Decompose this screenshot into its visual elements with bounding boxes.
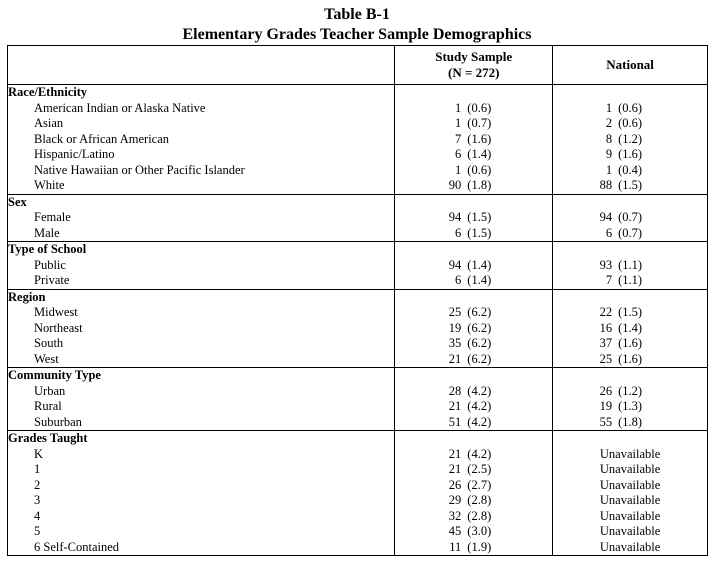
table-row <box>8 384 708 400</box>
study-sample-cell <box>395 540 553 556</box>
study-sample-cell <box>395 524 553 540</box>
row-label: West <box>8 352 395 368</box>
study-sample-cell <box>395 462 553 478</box>
table-row <box>8 321 708 337</box>
row-label: Rural <box>8 399 395 415</box>
national-standard-error: (0.6) <box>618 116 643 130</box>
national-percent: 7 <box>605 273 613 287</box>
empty-cell <box>395 85 553 101</box>
study-standard-error: (1.5) <box>467 210 492 224</box>
national-cell <box>553 210 708 226</box>
table-row <box>8 147 708 163</box>
national-standard-error: (1.1) <box>618 273 643 287</box>
section-heading: Race/Ethnicity <box>8 85 395 101</box>
study-standard-error: (1.4) <box>467 257 492 272</box>
table-row <box>8 352 708 368</box>
national-cell: Unavailable <box>553 509 708 525</box>
empty-cell <box>395 368 553 384</box>
study-sample-cell <box>395 226 553 242</box>
study-percent: 45 <box>448 524 462 538</box>
row-label: Northeast <box>8 321 395 337</box>
study-percent: 32 <box>448 508 462 523</box>
national-percent: 8 <box>605 131 613 146</box>
row-label: K <box>8 447 395 463</box>
national-cell <box>553 132 708 148</box>
study-percent: 90 <box>448 178 462 192</box>
study-sample-cell <box>395 399 553 415</box>
study-percent: 25 <box>448 305 462 319</box>
national-standard-error: (1.4) <box>618 320 643 335</box>
study-standard-error: (2.8) <box>467 493 492 507</box>
section-heading-row <box>8 368 708 384</box>
section-heading: Sex <box>8 194 395 210</box>
national-cell <box>553 147 708 163</box>
study-standard-error: (2.5) <box>467 462 492 476</box>
header-study-sample-n: (N = 272) <box>447 65 500 80</box>
table-row <box>8 399 708 415</box>
national-cell <box>553 399 708 415</box>
national-cell <box>553 116 708 132</box>
study-percent: 6 <box>455 273 462 287</box>
study-standard-error: (6.2) <box>467 320 492 335</box>
study-sample-cell <box>395 258 553 274</box>
study-percent: 51 <box>448 414 462 429</box>
study-standard-error: (6.2) <box>467 336 492 350</box>
table-row <box>8 493 708 509</box>
row-label: Asian <box>8 116 395 132</box>
national-percent: 9 <box>605 147 613 161</box>
table-row <box>8 163 708 179</box>
table-row <box>8 415 708 431</box>
table-row <box>8 462 708 478</box>
empty-cell <box>553 194 708 210</box>
study-standard-error: (1.9) <box>467 539 492 554</box>
header-row <box>8 46 708 85</box>
row-label: Public <box>8 258 395 274</box>
study-sample-cell <box>395 163 553 179</box>
national-cell <box>553 258 708 274</box>
national-percent: 1 <box>605 162 613 177</box>
header-national: National <box>553 46 708 85</box>
study-percent: 21 <box>448 462 462 476</box>
national-cell <box>553 273 708 289</box>
national-cell <box>553 226 708 242</box>
national-cell <box>553 305 708 321</box>
study-percent: 21 <box>448 399 462 413</box>
study-sample-cell <box>395 493 553 509</box>
study-sample-cell <box>395 321 553 337</box>
table-row <box>8 101 708 117</box>
study-sample-cell <box>395 116 553 132</box>
national-cell: Unavailable <box>553 493 708 509</box>
study-standard-error: (6.2) <box>467 351 492 366</box>
row-label: 2 <box>8 478 395 494</box>
study-standard-error: (1.8) <box>467 178 492 192</box>
national-standard-error: (1.2) <box>618 131 643 146</box>
section-heading: Grades Taught <box>8 431 395 447</box>
national-percent: 94 <box>599 210 613 224</box>
section-heading-row <box>8 431 708 447</box>
table-row <box>8 116 708 132</box>
national-cell <box>553 384 708 400</box>
study-standard-error: (3.0) <box>467 524 492 538</box>
study-sample-cell <box>395 147 553 163</box>
study-standard-error: (1.4) <box>467 273 492 287</box>
national-cell: Unavailable <box>553 540 708 556</box>
study-standard-error: (6.2) <box>467 305 492 319</box>
study-sample-cell <box>395 352 553 368</box>
national-cell <box>553 178 708 194</box>
study-standard-error: (0.6) <box>467 100 492 115</box>
study-percent: 28 <box>448 383 462 398</box>
national-cell <box>553 163 708 179</box>
national-standard-error: (1.5) <box>618 178 643 192</box>
row-label: Private <box>8 273 395 289</box>
study-standard-error: (4.2) <box>467 446 492 461</box>
national-standard-error: (0.4) <box>618 162 643 177</box>
table-row <box>8 273 708 289</box>
study-sample-cell <box>395 478 553 494</box>
study-percent: 29 <box>448 493 462 507</box>
study-percent: 7 <box>455 131 462 146</box>
study-standard-error: (0.6) <box>467 162 492 177</box>
table-row <box>8 509 708 525</box>
study-percent: 94 <box>448 210 462 224</box>
national-cell <box>553 336 708 352</box>
study-sample-cell <box>395 509 553 525</box>
study-percent: 26 <box>448 477 462 492</box>
national-cell: Unavailable <box>553 462 708 478</box>
row-label: American Indian or Alaska Native <box>8 101 395 117</box>
study-standard-error: (4.2) <box>467 399 492 413</box>
empty-cell <box>553 85 708 101</box>
national-percent: 6 <box>605 225 613 240</box>
table-row <box>8 540 708 556</box>
study-percent: 11 <box>449 539 462 554</box>
study-standard-error: (4.2) <box>467 414 492 429</box>
study-standard-error: (4.2) <box>467 383 492 398</box>
row-label: 3 <box>8 493 395 509</box>
study-standard-error: (1.6) <box>467 131 492 146</box>
table-row <box>8 478 708 494</box>
row-label: Midwest <box>8 305 395 321</box>
study-percent: 35 <box>448 336 462 350</box>
row-label: Male <box>8 226 395 242</box>
row-label: Female <box>8 210 395 226</box>
row-label: 1 <box>8 462 395 478</box>
study-percent: 6 <box>455 225 462 240</box>
row-label: Native Hawaiian or Other Pacific Islander <box>8 163 395 179</box>
table-row <box>8 258 708 274</box>
row-label: Hispanic/Latino <box>8 147 395 163</box>
empty-cell <box>395 242 553 258</box>
section-heading: Type of School <box>8 242 395 258</box>
row-label: 5 <box>8 524 395 540</box>
study-standard-error: (1.4) <box>467 147 492 161</box>
header-study-sample-label: Study Sample <box>435 49 513 64</box>
national-standard-error: (1.2) <box>618 383 643 398</box>
national-percent: 16 <box>599 320 613 335</box>
national-standard-error: (0.6) <box>618 100 643 115</box>
row-label: Urban <box>8 384 395 400</box>
national-cell <box>553 101 708 117</box>
row-label: Suburban <box>8 415 395 431</box>
header-blank-cell <box>8 46 395 85</box>
study-sample-cell <box>395 415 553 431</box>
study-sample-cell <box>395 447 553 463</box>
study-sample-cell <box>395 336 553 352</box>
national-percent: 26 <box>599 383 613 398</box>
national-percent: 2 <box>605 116 613 130</box>
empty-cell <box>553 368 708 384</box>
study-sample-cell <box>395 305 553 321</box>
study-percent: 21 <box>448 351 462 366</box>
empty-cell <box>395 431 553 447</box>
section-heading: Region <box>8 289 395 305</box>
study-percent: 6 <box>455 147 462 161</box>
empty-cell <box>553 242 708 258</box>
section-heading-row <box>8 85 708 101</box>
table-title: Elementary Grades Teacher Sample Demographics <box>182 26 532 43</box>
national-standard-error: (1.6) <box>618 336 643 350</box>
table-row <box>8 447 708 463</box>
national-cell <box>553 352 708 368</box>
row-label: 6 Self-Contained <box>8 540 395 556</box>
table-row <box>8 305 708 321</box>
national-percent: 19 <box>599 399 613 413</box>
national-percent: 22 <box>599 305 613 319</box>
table-row <box>8 132 708 148</box>
table-row <box>8 210 708 226</box>
national-cell <box>553 321 708 337</box>
empty-cell <box>395 289 553 305</box>
national-standard-error: (1.8) <box>618 414 643 429</box>
study-percent: 1 <box>455 116 462 130</box>
study-sample-cell <box>395 132 553 148</box>
national-cell: Unavailable <box>553 478 708 494</box>
row-label: White <box>8 178 395 194</box>
empty-cell <box>395 194 553 210</box>
national-standard-error: (1.3) <box>618 399 643 413</box>
study-sample-cell <box>395 384 553 400</box>
table-row <box>8 336 708 352</box>
section-heading-row <box>8 194 708 210</box>
study-standard-error: (0.7) <box>467 116 492 130</box>
national-standard-error: (1.5) <box>618 305 643 319</box>
study-standard-error: (2.8) <box>467 508 492 523</box>
section-heading-row <box>8 289 708 305</box>
national-cell: Unavailable <box>553 524 708 540</box>
national-percent: 93 <box>599 257 613 272</box>
national-percent: 55 <box>599 414 613 429</box>
national-percent: 37 <box>599 336 613 350</box>
demographics-table <box>7 45 708 556</box>
study-percent: 19 <box>448 320 462 335</box>
national-cell: Unavailable <box>553 447 708 463</box>
section-heading-row <box>8 242 708 258</box>
study-sample-cell <box>395 178 553 194</box>
header-study-sample <box>395 46 553 85</box>
national-cell <box>553 415 708 431</box>
empty-cell <box>553 289 708 305</box>
national-standard-error: (1.6) <box>618 147 643 161</box>
study-percent: 1 <box>455 162 462 177</box>
national-standard-error: (1.6) <box>618 351 643 366</box>
table-row <box>8 524 708 540</box>
study-standard-error: (2.7) <box>467 477 492 492</box>
row-label: Black or African American <box>8 132 395 148</box>
row-label: 4 <box>8 509 395 525</box>
study-percent: 94 <box>448 257 462 272</box>
empty-cell <box>553 431 708 447</box>
table-row <box>8 226 708 242</box>
national-percent: 88 <box>599 178 613 192</box>
section-heading: Community Type <box>8 368 395 384</box>
study-sample-cell <box>395 210 553 226</box>
study-percent: 1 <box>455 100 462 115</box>
table-row <box>8 178 708 194</box>
national-standard-error: (0.7) <box>618 210 643 224</box>
national-standard-error: (1.1) <box>618 257 643 272</box>
table-number: Table B-1 <box>324 6 390 23</box>
study-percent: 21 <box>448 446 462 461</box>
study-sample-cell <box>395 101 553 117</box>
national-percent: 25 <box>599 351 613 366</box>
table-body <box>8 85 708 556</box>
row-label: South <box>8 336 395 352</box>
national-standard-error: (0.7) <box>618 225 643 240</box>
study-standard-error: (1.5) <box>467 225 492 240</box>
study-sample-cell <box>395 273 553 289</box>
national-percent: 1 <box>605 100 613 115</box>
